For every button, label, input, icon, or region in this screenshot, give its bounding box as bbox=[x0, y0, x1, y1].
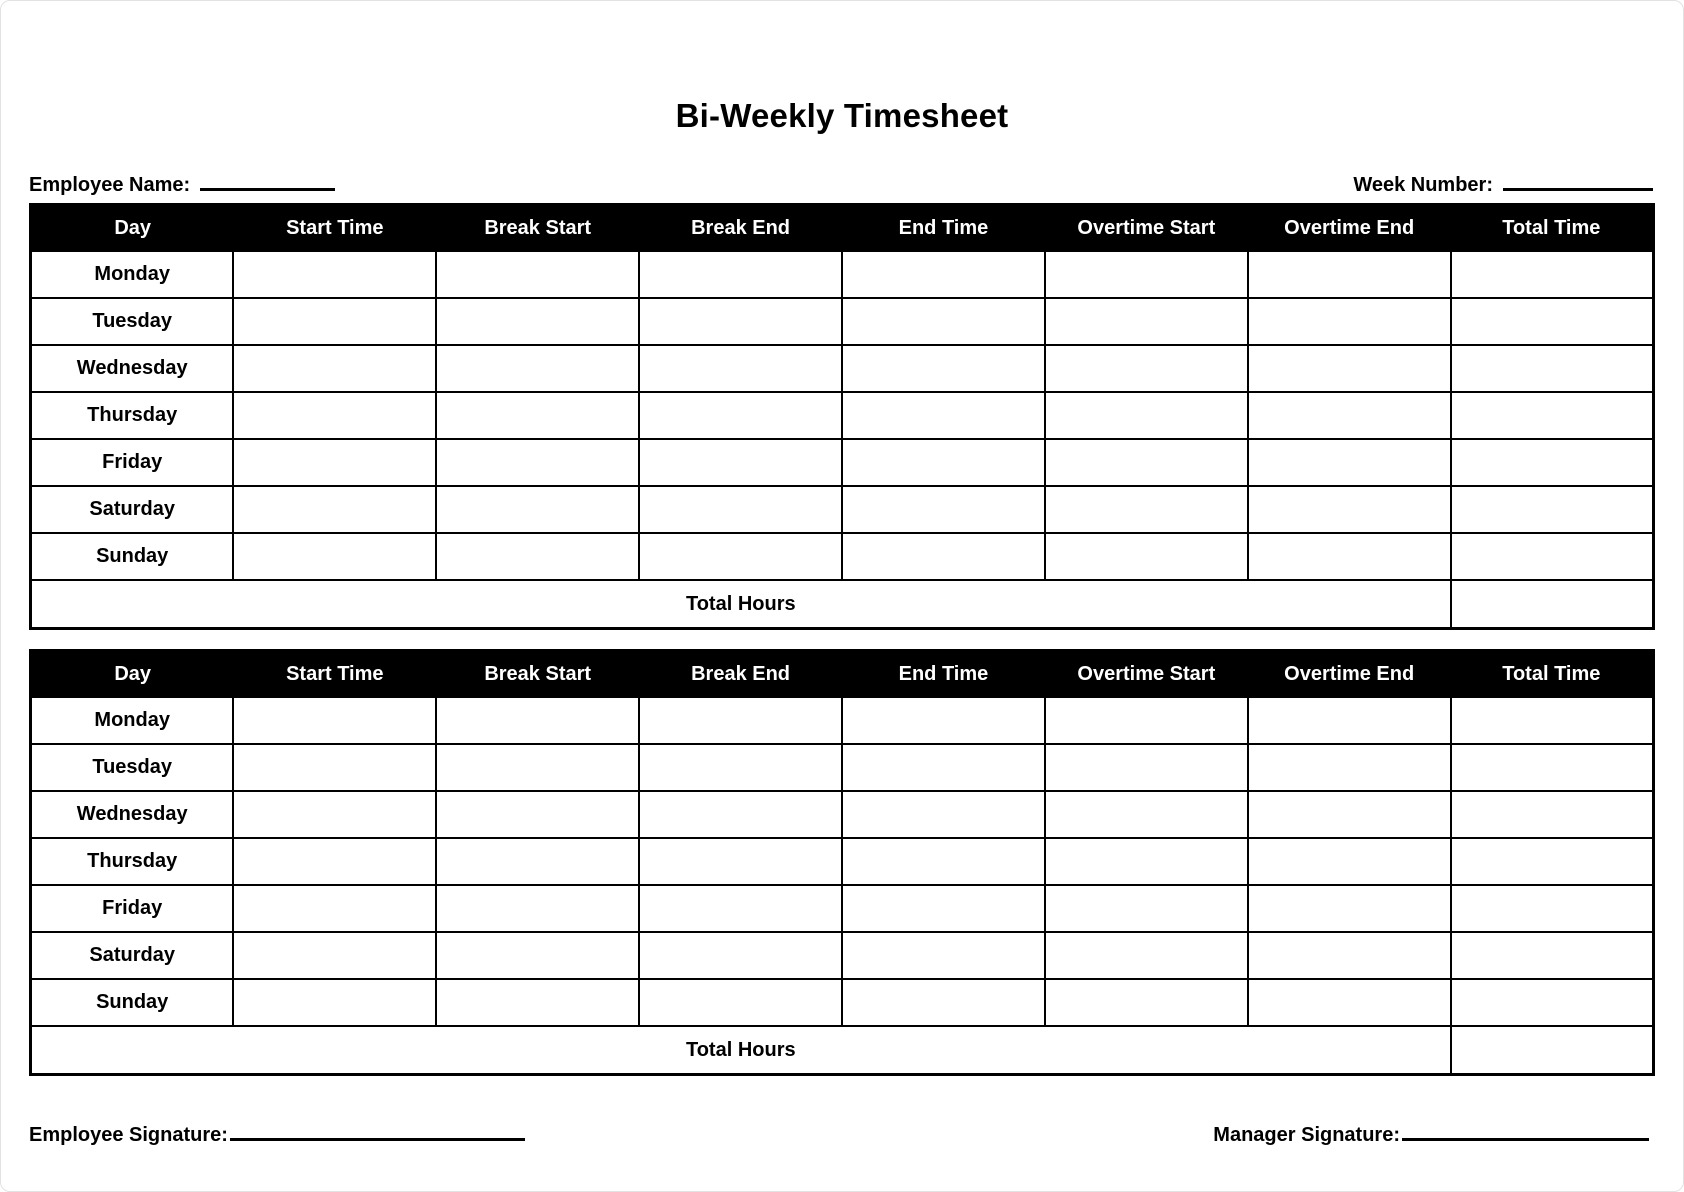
week2-row-sunday bbox=[31, 979, 1654, 1026]
week1-saturday-overtime-end-cell[interactable] bbox=[1248, 486, 1451, 533]
week1-monday-break-end-cell[interactable] bbox=[639, 251, 842, 298]
week1-tuesday-end-time-cell[interactable] bbox=[842, 298, 1045, 345]
week1-saturday-start-time-cell[interactable] bbox=[233, 486, 436, 533]
employee-signature-label: Employee Signature: bbox=[29, 1124, 228, 1146]
week1-row-tuesday bbox=[31, 298, 1654, 345]
week2-sunday-break-start-cell[interactable] bbox=[436, 979, 639, 1026]
employee-name-blank[interactable] bbox=[200, 173, 335, 191]
week2-tuesday-start-time-cell[interactable] bbox=[233, 744, 436, 791]
week2-sunday-end-time-cell[interactable] bbox=[842, 979, 1045, 1026]
week1-wednesday-end-time-cell[interactable] bbox=[842, 345, 1045, 392]
week2-friday-overtime-start-cell[interactable] bbox=[1045, 885, 1248, 932]
week2-day-label-friday: Friday bbox=[31, 885, 234, 932]
week2-saturday-end-time-cell[interactable] bbox=[842, 932, 1045, 979]
meta-row bbox=[29, 173, 1655, 196]
week1-saturday-end-time-cell[interactable] bbox=[842, 486, 1045, 533]
week2-column-header-total-time: Total Time bbox=[1451, 651, 1654, 698]
week2-saturday-overtime-end-cell[interactable] bbox=[1248, 932, 1451, 979]
week1-sunday-end-time-cell[interactable] bbox=[842, 533, 1045, 580]
week2-sunday-start-time-cell[interactable] bbox=[233, 979, 436, 1026]
week1-monday-total-time-cell[interactable] bbox=[1451, 251, 1654, 298]
week1-table bbox=[29, 203, 1655, 630]
week2-day-label-wednesday: Wednesday bbox=[31, 791, 234, 838]
week2-monday-total-time-cell[interactable] bbox=[1451, 697, 1654, 744]
week2-wednesday-break-end-cell[interactable] bbox=[639, 791, 842, 838]
week1-friday-end-time-cell[interactable] bbox=[842, 439, 1045, 486]
week1-column-header-total-time: Total Time bbox=[1451, 205, 1654, 252]
week2-saturday-break-end-cell[interactable] bbox=[639, 932, 842, 979]
week2-thursday-total-time-cell[interactable] bbox=[1451, 838, 1654, 885]
week2-wednesday-overtime-end-cell[interactable] bbox=[1248, 791, 1451, 838]
week1-wednesday-break-end-cell[interactable] bbox=[639, 345, 842, 392]
week1-friday-overtime-end-cell[interactable] bbox=[1248, 439, 1451, 486]
week1-column-header-end-time: End Time bbox=[842, 205, 1045, 252]
week1-header-row bbox=[31, 205, 1654, 252]
employee-signature-blank[interactable] bbox=[230, 1123, 525, 1141]
week1-wednesday-overtime-start-cell[interactable] bbox=[1045, 345, 1248, 392]
week2-day-label-saturday: Saturday bbox=[31, 932, 234, 979]
week2-header-row bbox=[31, 651, 1654, 698]
week2-row-thursday bbox=[31, 838, 1654, 885]
page-title: Bi-Weekly Timesheet bbox=[675, 97, 1009, 134]
week2-column-header-start-time: Start Time bbox=[233, 651, 436, 698]
week1-wednesday-overtime-end-cell[interactable] bbox=[1248, 345, 1451, 392]
week1-total-hours-value-cell[interactable] bbox=[1451, 580, 1654, 629]
week1-day-label-friday: Friday bbox=[31, 439, 234, 486]
week1-thursday-total-time-cell[interactable] bbox=[1451, 392, 1654, 439]
week2-saturday-total-time-cell[interactable] bbox=[1451, 932, 1654, 979]
week1-monday-overtime-start-cell[interactable] bbox=[1045, 251, 1248, 298]
week2-friday-overtime-end-cell[interactable] bbox=[1248, 885, 1451, 932]
week1-day-label-monday: Monday bbox=[31, 251, 234, 298]
week2-thursday-start-time-cell[interactable] bbox=[233, 838, 436, 885]
week2-row-friday bbox=[31, 885, 1654, 932]
week2-saturday-break-start-cell[interactable] bbox=[436, 932, 639, 979]
week2-friday-total-time-cell[interactable] bbox=[1451, 885, 1654, 932]
week2-monday-start-time-cell[interactable] bbox=[233, 697, 436, 744]
week2-sunday-break-end-cell[interactable] bbox=[639, 979, 842, 1026]
employee-signature-field bbox=[29, 1123, 525, 1146]
week1-monday-overtime-end-cell[interactable] bbox=[1248, 251, 1451, 298]
week1-tuesday-start-time-cell[interactable] bbox=[233, 298, 436, 345]
week1-column-header-day: Day bbox=[31, 205, 234, 252]
week1-sunday-total-time-cell[interactable] bbox=[1451, 533, 1654, 580]
week2-saturday-overtime-start-cell[interactable] bbox=[1045, 932, 1248, 979]
week1-sunday-overtime-start-cell[interactable] bbox=[1045, 533, 1248, 580]
week1-friday-break-end-cell[interactable] bbox=[639, 439, 842, 486]
week1-row-wednesday bbox=[31, 345, 1654, 392]
week1-row-monday bbox=[31, 251, 1654, 298]
week1-thursday-start-time-cell[interactable] bbox=[233, 392, 436, 439]
week2-column-header-day: Day bbox=[31, 651, 234, 698]
week2-total-hours-value-cell[interactable] bbox=[1451, 1026, 1654, 1075]
week1-row-friday bbox=[31, 439, 1654, 486]
week2-tuesday-end-time-cell[interactable] bbox=[842, 744, 1045, 791]
week2-column-header-break-start: Break Start bbox=[436, 651, 639, 698]
week1-sunday-break-start-cell[interactable] bbox=[436, 533, 639, 580]
week1-friday-total-time-cell[interactable] bbox=[1451, 439, 1654, 486]
week1-wednesday-start-time-cell[interactable] bbox=[233, 345, 436, 392]
week2-thursday-overtime-start-cell[interactable] bbox=[1045, 838, 1248, 885]
week1-row-saturday bbox=[31, 486, 1654, 533]
week2-total-hours-row bbox=[31, 1026, 1654, 1075]
week1-tuesday-overtime-start-cell[interactable] bbox=[1045, 298, 1248, 345]
week1-column-header-break-end: Break End bbox=[639, 205, 842, 252]
week1-saturday-break-start-cell[interactable] bbox=[436, 486, 639, 533]
week1-column-header-overtime-start: Overtime Start bbox=[1045, 205, 1248, 252]
week2-column-header-break-end: Break End bbox=[639, 651, 842, 698]
week1-row-sunday bbox=[31, 533, 1654, 580]
week2-monday-end-time-cell[interactable] bbox=[842, 697, 1045, 744]
week1-day-label-thursday: Thursday bbox=[31, 392, 234, 439]
week2-thursday-end-time-cell[interactable] bbox=[842, 838, 1045, 885]
manager-signature-label: Manager Signature: bbox=[1213, 1124, 1400, 1146]
week1-friday-break-start-cell[interactable] bbox=[436, 439, 639, 486]
week1-day-label-tuesday: Tuesday bbox=[31, 298, 234, 345]
week2-sunday-overtime-end-cell[interactable] bbox=[1248, 979, 1451, 1026]
week2-row-wednesday bbox=[31, 791, 1654, 838]
employee-name-field bbox=[29, 173, 335, 196]
week1-friday-overtime-start-cell[interactable] bbox=[1045, 439, 1248, 486]
week1-sunday-overtime-end-cell[interactable] bbox=[1248, 533, 1451, 580]
week1-saturday-break-end-cell[interactable] bbox=[639, 486, 842, 533]
week1-monday-break-start-cell[interactable] bbox=[436, 251, 639, 298]
week1-tuesday-break-start-cell[interactable] bbox=[436, 298, 639, 345]
week-number-field bbox=[1353, 173, 1655, 196]
week2-monday-overtime-end-cell[interactable] bbox=[1248, 697, 1451, 744]
week2-tuesday-overtime-start-cell[interactable] bbox=[1045, 744, 1248, 791]
week1-thursday-break-start-cell[interactable] bbox=[436, 392, 639, 439]
week2-friday-end-time-cell[interactable] bbox=[842, 885, 1045, 932]
week2-day-label-monday: Monday bbox=[31, 697, 234, 744]
week1-thursday-break-end-cell[interactable] bbox=[639, 392, 842, 439]
week1-total-hours-row bbox=[31, 580, 1654, 629]
week2-row-saturday bbox=[31, 932, 1654, 979]
week1-sunday-start-time-cell[interactable] bbox=[233, 533, 436, 580]
week2-table bbox=[29, 649, 1655, 1076]
week1-column-header-break-start: Break Start bbox=[436, 205, 639, 252]
week2-monday-break-start-cell[interactable] bbox=[436, 697, 639, 744]
week1-sunday-break-end-cell[interactable] bbox=[639, 533, 842, 580]
week2-wednesday-break-start-cell[interactable] bbox=[436, 791, 639, 838]
week1-day-label-saturday: Saturday bbox=[31, 486, 234, 533]
week1-friday-start-time-cell[interactable] bbox=[233, 439, 436, 486]
week1-column-header-overtime-end: Overtime End bbox=[1248, 205, 1451, 252]
week2-day-label-thursday: Thursday bbox=[31, 838, 234, 885]
week1-thursday-overtime-start-cell[interactable] bbox=[1045, 392, 1248, 439]
week2-day-label-tuesday: Tuesday bbox=[31, 744, 234, 791]
week2-column-header-end-time: End Time bbox=[842, 651, 1045, 698]
employee-name-label: Employee Name: bbox=[29, 174, 191, 196]
week2-friday-start-time-cell[interactable] bbox=[233, 885, 436, 932]
week1-total-hours-label: Total Hours bbox=[31, 580, 1451, 629]
week1-saturday-overtime-start-cell[interactable] bbox=[1045, 486, 1248, 533]
week2-wednesday-overtime-start-cell[interactable] bbox=[1045, 791, 1248, 838]
week1-saturday-total-time-cell[interactable] bbox=[1451, 486, 1654, 533]
week2-wednesday-total-time-cell[interactable] bbox=[1451, 791, 1654, 838]
week1-day-label-wednesday: Wednesday bbox=[31, 345, 234, 392]
week1-wednesday-total-time-cell[interactable] bbox=[1451, 345, 1654, 392]
week2-thursday-break-end-cell[interactable] bbox=[639, 838, 842, 885]
manager-signature-blank[interactable] bbox=[1402, 1123, 1649, 1141]
week-number-blank[interactable] bbox=[1503, 173, 1653, 191]
week-number-label: Week Number: bbox=[1353, 174, 1493, 196]
week1-tuesday-total-time-cell[interactable] bbox=[1451, 298, 1654, 345]
week2-sunday-total-time-cell[interactable] bbox=[1451, 979, 1654, 1026]
week1-thursday-end-time-cell[interactable] bbox=[842, 392, 1045, 439]
week2-row-tuesday bbox=[31, 744, 1654, 791]
week2-sunday-overtime-start-cell[interactable] bbox=[1045, 979, 1248, 1026]
week1-column-header-start-time: Start Time bbox=[233, 205, 436, 252]
week1-day-label-sunday: Sunday bbox=[31, 533, 234, 580]
week2-day-label-sunday: Sunday bbox=[31, 979, 234, 1026]
week2-friday-break-end-cell[interactable] bbox=[639, 885, 842, 932]
week1-monday-start-time-cell[interactable] bbox=[233, 251, 436, 298]
week2-saturday-start-time-cell[interactable] bbox=[233, 932, 436, 979]
manager-signature-field bbox=[1213, 1123, 1655, 1146]
week1-wednesday-break-start-cell[interactable] bbox=[436, 345, 639, 392]
week1-row-thursday bbox=[31, 392, 1654, 439]
week2-wednesday-end-time-cell[interactable] bbox=[842, 791, 1045, 838]
week2-row-monday bbox=[31, 697, 1654, 744]
week2-column-header-overtime-end: Overtime End bbox=[1248, 651, 1451, 698]
week2-thursday-break-start-cell[interactable] bbox=[436, 838, 639, 885]
week2-tuesday-overtime-end-cell[interactable] bbox=[1248, 744, 1451, 791]
week2-thursday-overtime-end-cell[interactable] bbox=[1248, 838, 1451, 885]
week2-tuesday-break-start-cell[interactable] bbox=[436, 744, 639, 791]
week2-wednesday-start-time-cell[interactable] bbox=[233, 791, 436, 838]
week1-tuesday-break-end-cell[interactable] bbox=[639, 298, 842, 345]
week1-thursday-overtime-end-cell[interactable] bbox=[1248, 392, 1451, 439]
signature-row bbox=[29, 1123, 1655, 1146]
week1-tuesday-overtime-end-cell[interactable] bbox=[1248, 298, 1451, 345]
week2-column-header-overtime-start: Overtime Start bbox=[1045, 651, 1248, 698]
week2-friday-break-start-cell[interactable] bbox=[436, 885, 639, 932]
week2-monday-break-end-cell[interactable] bbox=[639, 697, 842, 744]
week2-tuesday-break-end-cell[interactable] bbox=[639, 744, 842, 791]
week1-monday-end-time-cell[interactable] bbox=[842, 251, 1045, 298]
week2-total-hours-label: Total Hours bbox=[31, 1026, 1451, 1075]
week2-tuesday-total-time-cell[interactable] bbox=[1451, 744, 1654, 791]
week2-monday-overtime-start-cell[interactable] bbox=[1045, 697, 1248, 744]
